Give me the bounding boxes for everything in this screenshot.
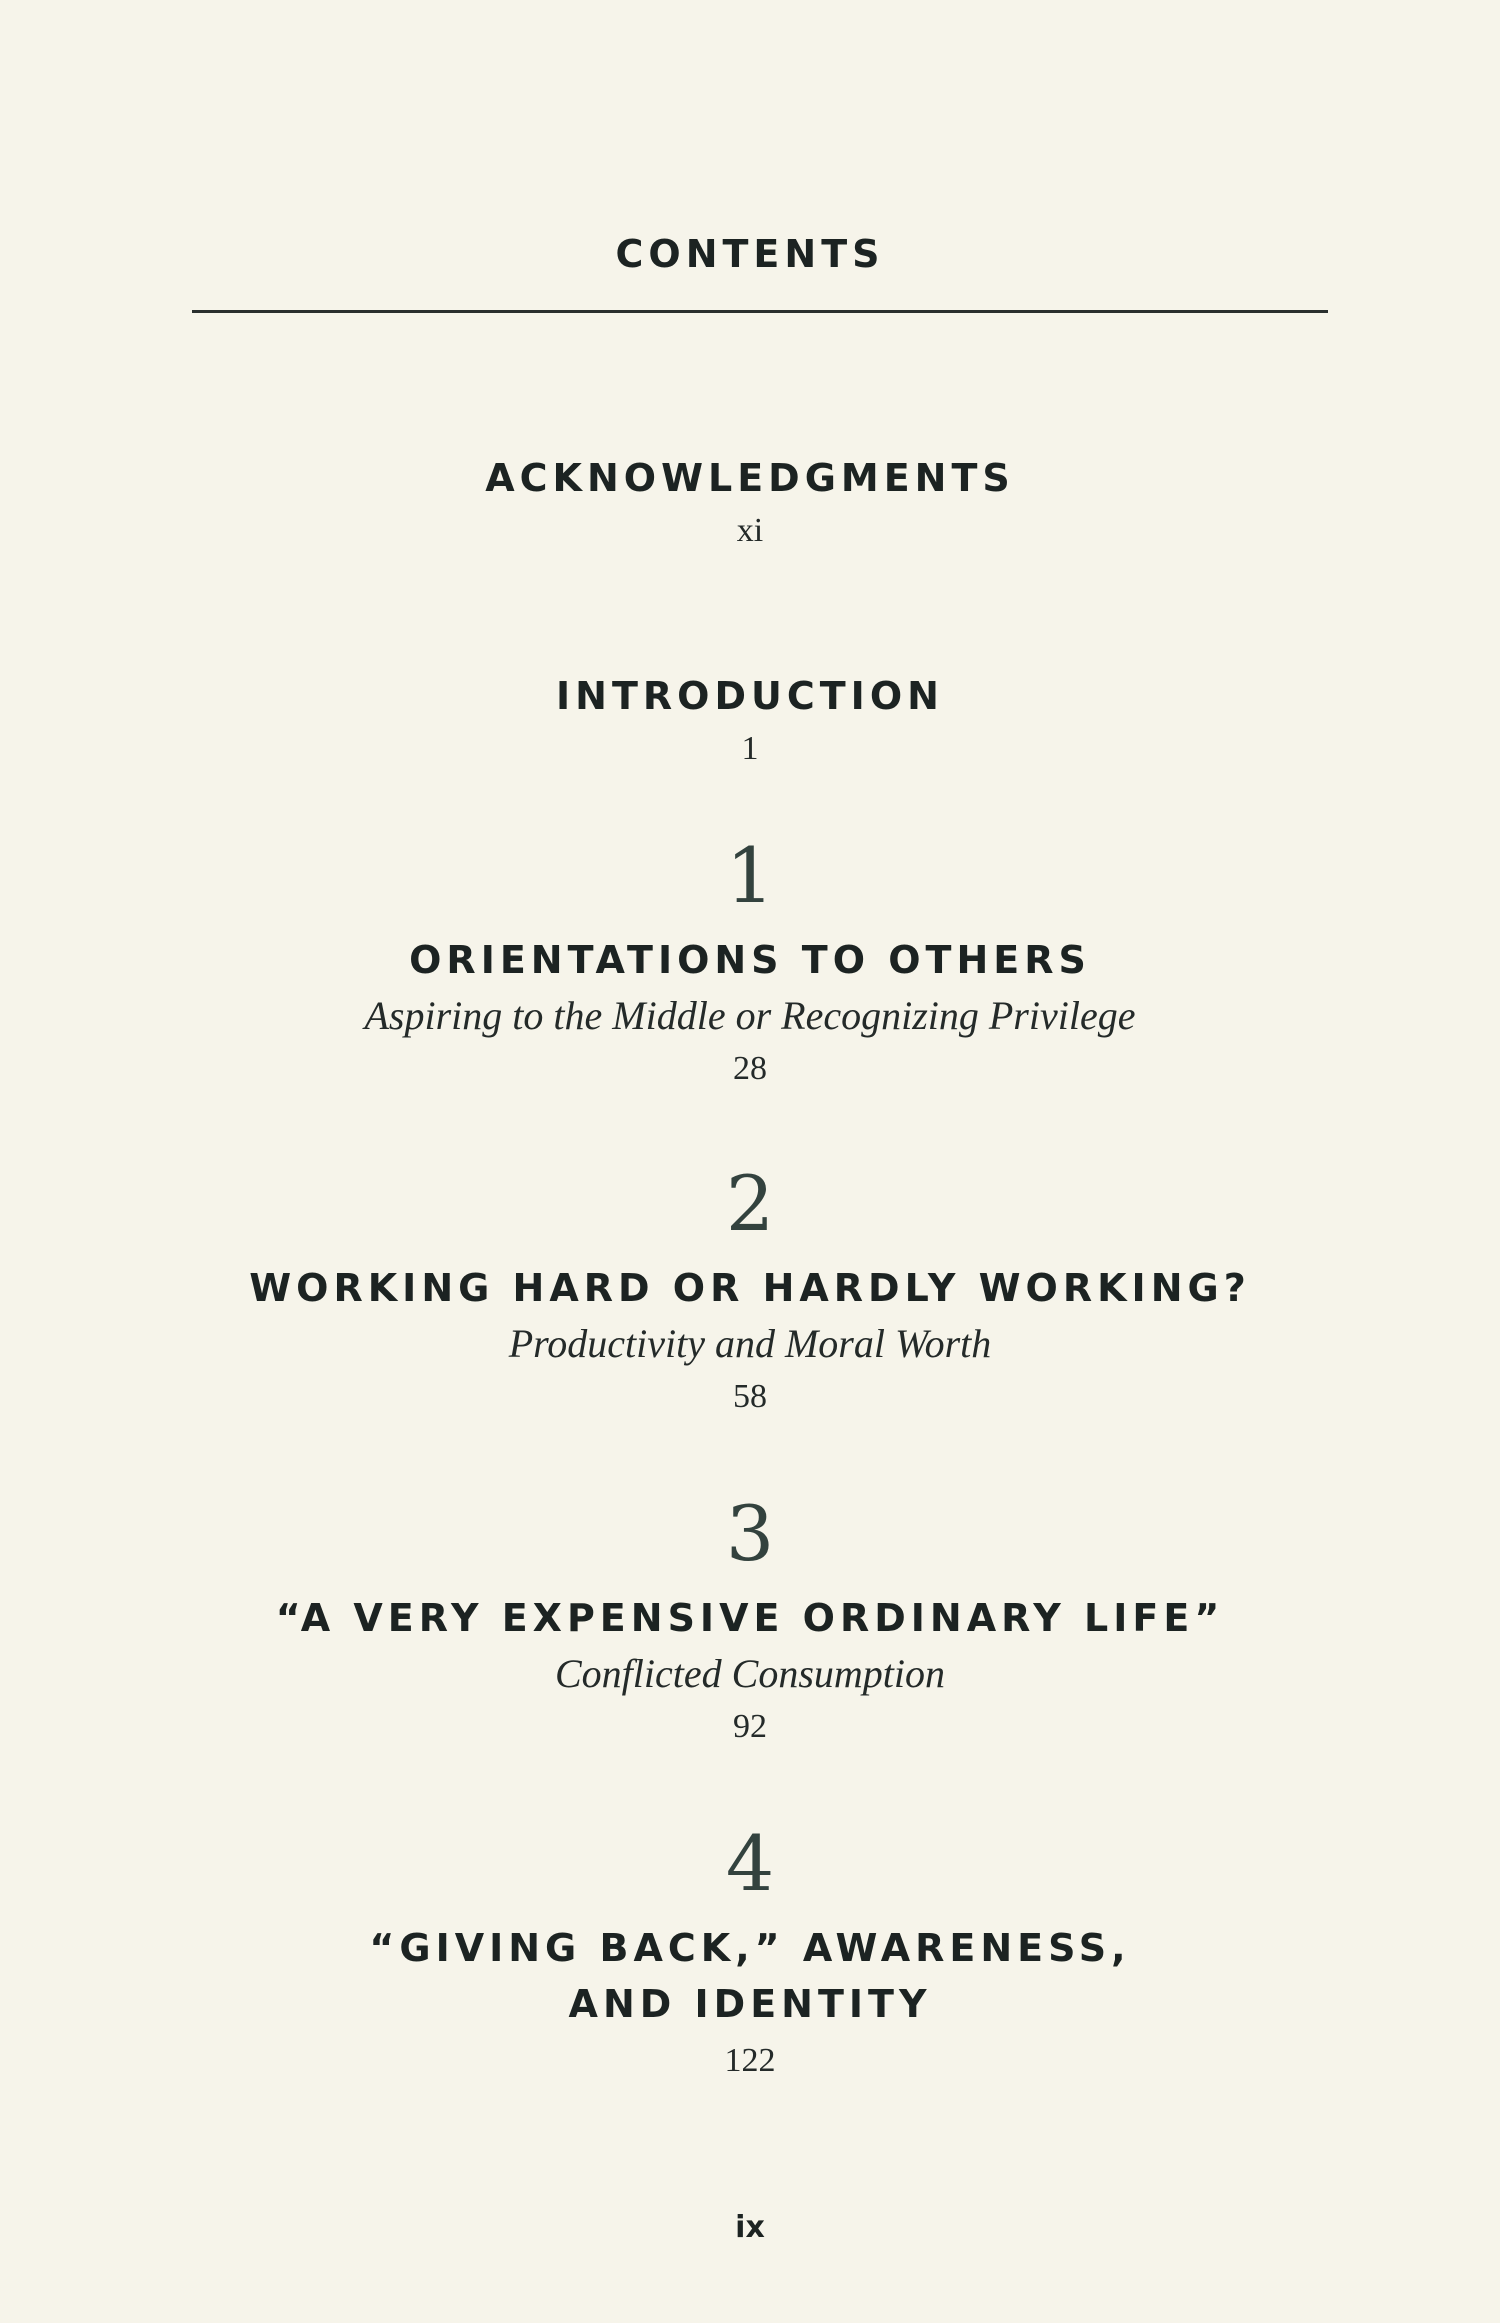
toc-entry-page: 92	[733, 1708, 767, 1745]
toc-entry-title: “GIVING BACK,” AWARENESS,	[369, 1926, 1131, 1970]
toc-entry-chapter-4[interactable]	[0, 1819, 1500, 2086]
toc-entry-page: 1	[741, 730, 759, 767]
toc-entry-page: 28	[733, 1050, 767, 1087]
toc-entry-acknowledgments[interactable]	[0, 450, 1500, 556]
toc-entry-title: ACKNOWLEDGMENTS	[485, 456, 1015, 500]
toc-entry-introduction[interactable]	[0, 668, 1500, 774]
toc-entry-page: 58	[733, 1378, 767, 1415]
toc-entry-subtitle: Productivity and Moral Worth	[508, 1321, 992, 1366]
contents-heading: CONTENTS	[615, 232, 885, 276]
toc-entry-title: INTRODUCTION	[556, 674, 944, 718]
toc-entry-chapter-2[interactable]	[0, 1159, 1500, 1422]
chapter-number: 4	[725, 1819, 775, 1908]
page-folio: ix	[735, 2210, 765, 2245]
toc-entry-subtitle: Conflicted Consumption	[555, 1651, 945, 1696]
toc-entry-chapter-3[interactable]	[0, 1489, 1500, 1752]
toc-entry-title: WORKING HARD OR HARDLY WORKING?	[249, 1266, 1251, 1310]
toc-entry-chapter-1[interactable]	[0, 831, 1500, 1094]
toc-entry-title-line2: AND IDENTITY	[568, 1982, 932, 2026]
toc-entry-title: “A VERY EXPENSIVE ORDINARY LIFE”	[275, 1596, 1225, 1640]
chapter-number: 1	[725, 831, 775, 920]
toc-entry-page: 122	[724, 2042, 776, 2079]
toc-entry-page: xi	[736, 512, 764, 549]
toc-entry-title: ORIENTATIONS TO OTHERS	[409, 938, 1091, 982]
chapter-number: 2	[725, 1159, 775, 1248]
header-rule	[192, 310, 1328, 313]
toc-entry-subtitle: Aspiring to the Middle or Recognizing Privilege	[364, 993, 1136, 1038]
chapter-number: 3	[725, 1489, 775, 1578]
